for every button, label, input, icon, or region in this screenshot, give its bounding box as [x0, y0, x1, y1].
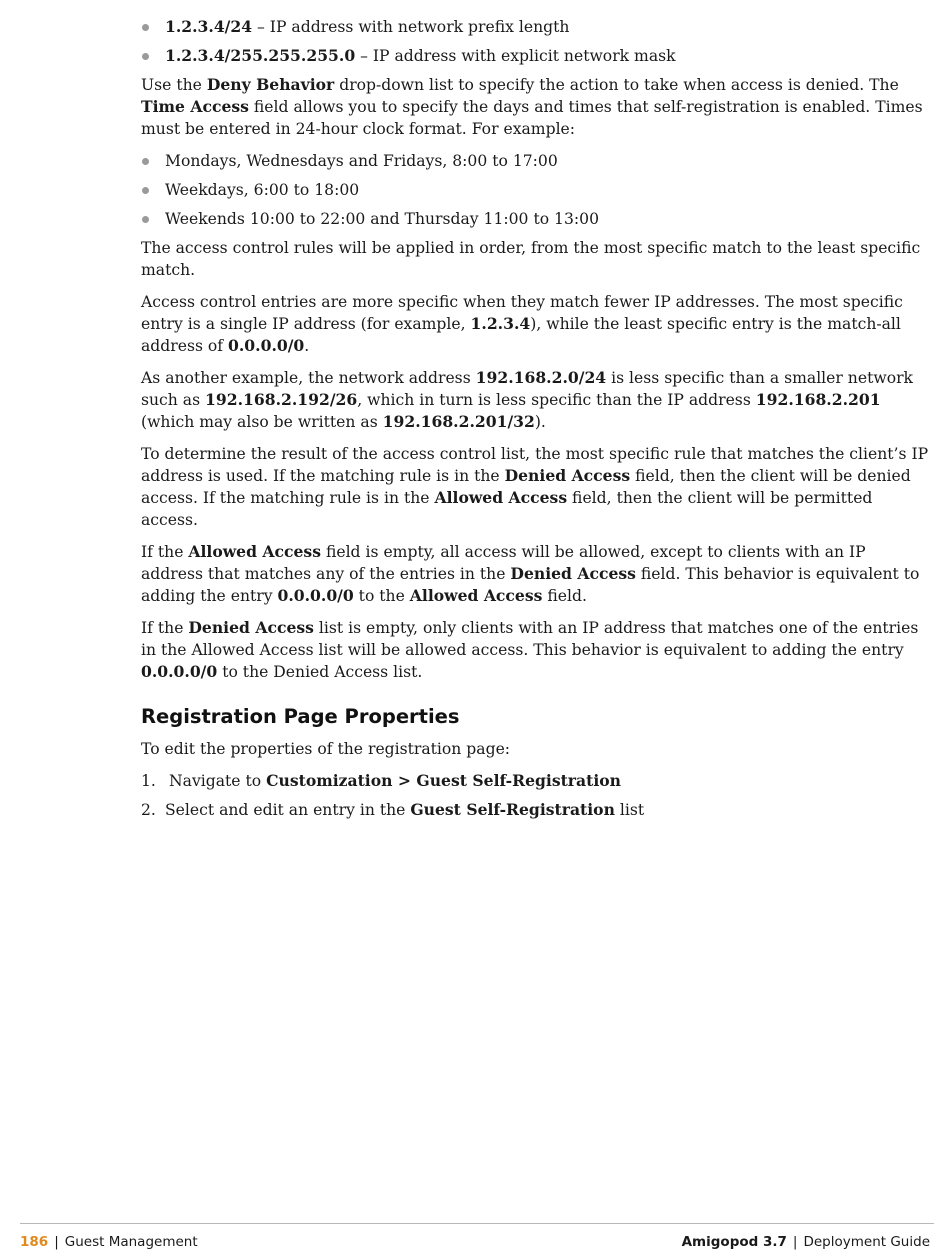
paragraph-denied-empty: If the Denied Access list is empty, only clients with an IP address that matches one of the entries in the Allowed Access list will be allowed access. This behavior is equivalent to adding the entry 0.0.0.0/0 to the Denied Access list.: [141, 618, 919, 681]
chapter-title: Guest Management: [64, 1234, 198, 1250]
step-item: 2. Select and edit an entry in the Guest Self-Registration list: [141, 800, 645, 819]
page-number: 186: [20, 1234, 49, 1250]
time-example-list: [141, 150, 931, 230]
product-name: Amigopod 3.7: [681, 1234, 787, 1250]
list-item: 1.2.3.4/24 – IP address with network prefix length: [141, 16, 931, 38]
footer-separator: |: [54, 1234, 59, 1250]
step-item: 1. Navigate to Customization > Guest Self-Registration: [141, 771, 621, 790]
paragraph-determine-result: To determine the result of the access control list, the most specific rule that matches the client’s IP address is used. If the matching rule is in the Denied Access field, then the client will be denied access. If the matching rule is in the Allowed Access field, then the client will be permitted access.: [141, 445, 929, 529]
guide-title: Deployment Guide: [803, 1234, 930, 1250]
footer-divider: [20, 1223, 934, 1224]
paragraph-deny-behavior: Use the Deny Behavior drop-down list to specify the action to take when access is denied. The Time Access field allows you to specify the days and times that self-registration is enabled. Times must be entered in 24-hour clock format. For example:: [141, 75, 923, 138]
list-item: Weekdays, 6:00 to 18:00: [141, 179, 931, 201]
steps-list: [141, 770, 931, 821]
footer-separator: |: [792, 1234, 798, 1250]
paragraph-specificity: Access control entries are more specific when they match fewer IP addresses. The most specific entry is a single IP address (for example, 1.2.3.4), while the least specific entry is the match-all address of 0.0.0.0/0.: [141, 293, 903, 355]
section-heading: Registration Page Properties: [141, 705, 460, 728]
ip-format-list: [141, 16, 931, 67]
paragraph-network-example: As another example, the network address 192.168.2.0/24 is less specific than a smaller network such as 192.168.2.192/26, which in turn is less specific than the IP address 192.168.2.201 (which may also be written as 192.168.2.201/32).: [141, 368, 913, 431]
paragraph-allowed-empty: If the Allowed Access field is empty, all access will be allowed, except to clients with an IP address that matches any of the entries in the Denied Access field. This behavior is equivalent to adding the entry 0.0.0.0/0 to the Allowed Access field.: [141, 542, 920, 605]
list-item: 1.2.3.4/255.255.255.0 – IP address with explicit network mask: [141, 45, 931, 67]
footer-left: [20, 1233, 198, 1251]
paragraph-order: The access control rules will be applied in order, from the most specific match to the least specific match.: [141, 239, 921, 279]
section-intro: To edit the properties of the registration page:: [141, 740, 511, 758]
document-body: [141, 16, 931, 828]
page-footer: [20, 1233, 930, 1251]
footer-right: [682, 1233, 930, 1251]
list-item: Weekends 10:00 to 22:00 and Thursday 11:00 to 13:00: [141, 208, 931, 230]
list-item: Mondays, Wednesdays and Fridays, 8:00 to 17:00: [141, 150, 931, 172]
